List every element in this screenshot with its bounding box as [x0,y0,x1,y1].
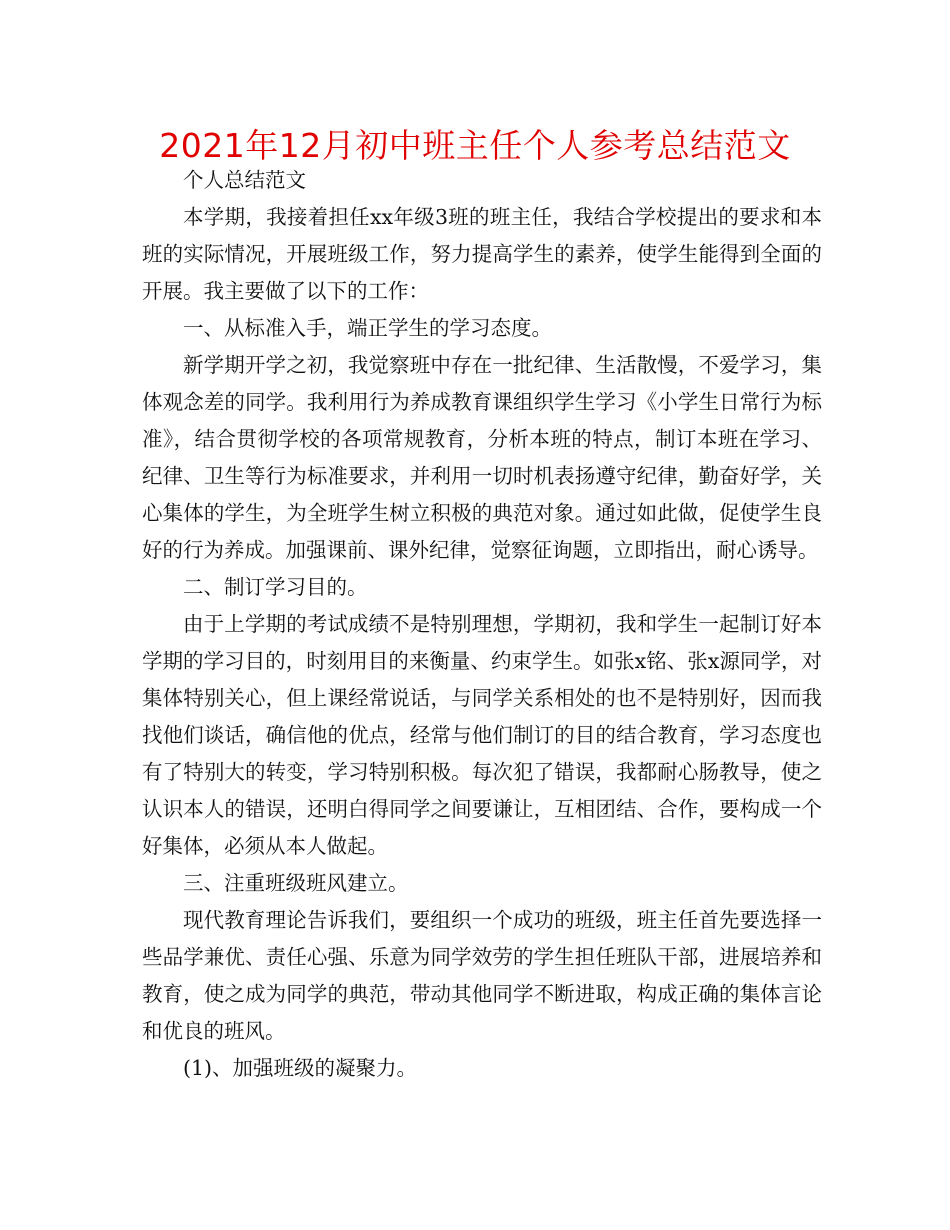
document-title: 2021年12月初中班主任个人参考总结范文 [159,126,791,165]
paragraph-section-3: 现代教育理论告诉我们，要组织一个成功的班级，班主任首先要选择一些品学兼优、责任心强、乐意为同学效劳的学生担任班队干部，进展培养和教育，使之成为同学的典范，带动其他同学不断进取，构成正确的集体言论和优良的班风。 [142,908,822,1043]
section-heading-2: 二、制订学习目的。 [183,575,368,599]
paragraph-intro: 本学期，我接着担任xx年级3班的班主任，我结合学校提出的要求和本班的实际情况，开展班级工作，努力提高学生的素养，使学生能得到全面的开展。我主要做了以下的工作： [142,205,822,303]
subsection-heading-1: (1)、加强班级的凝聚力。 [183,1056,418,1080]
paragraph-heading: 个人总结范文 [183,168,306,192]
paragraph-section-1: 新学期开学之初，我觉察班中存在一批纪律、生活散慢，不爱学习，集体观念差的同学。我利用行为养成教育课组织学生学习《小学生日常行为标准》，结合贯彻学校的各项常规教育，分析本班的特点，制订本班在学习、纪律、卫生等行为标准要求，并利用一切时机表扬遵守纪律，勤奋好学，关心集体的学生，为全班学生树立积极的典范对象。通过如此做，促使学生良好的行为养成。加强课前、课外纪律，觉察征询题，立即指出，耐心诱导。 [142,353,822,562]
paragraph-section-2: 由于上学期的考试成绩不是特别理想，学期初，我和学生一起制订好本学期的学习目的，时刻用目的来衡量、约束学生。如张x铭、张x源同学，对集体特别关心，但上课经常说话，与同学关系相处的也不是特别好，因而我找他们谈话，确信他的优点，经常与他们制订的目的结合教育，学习态度也有了特别大的转变，学习特别积极。每次犯了错误，我都耐心肠教导，使之认识本人的错误，还明白得同学之间要谦让，互相团结、合作，要构成一个好集体，必须从本人做起。 [142,612,822,858]
section-heading-3: 三、注重班级班风建立。 [183,871,409,895]
document-body [142,162,822,1087]
section-heading-1: 一、从标准入手，端正学生的学习态度。 [183,316,552,340]
